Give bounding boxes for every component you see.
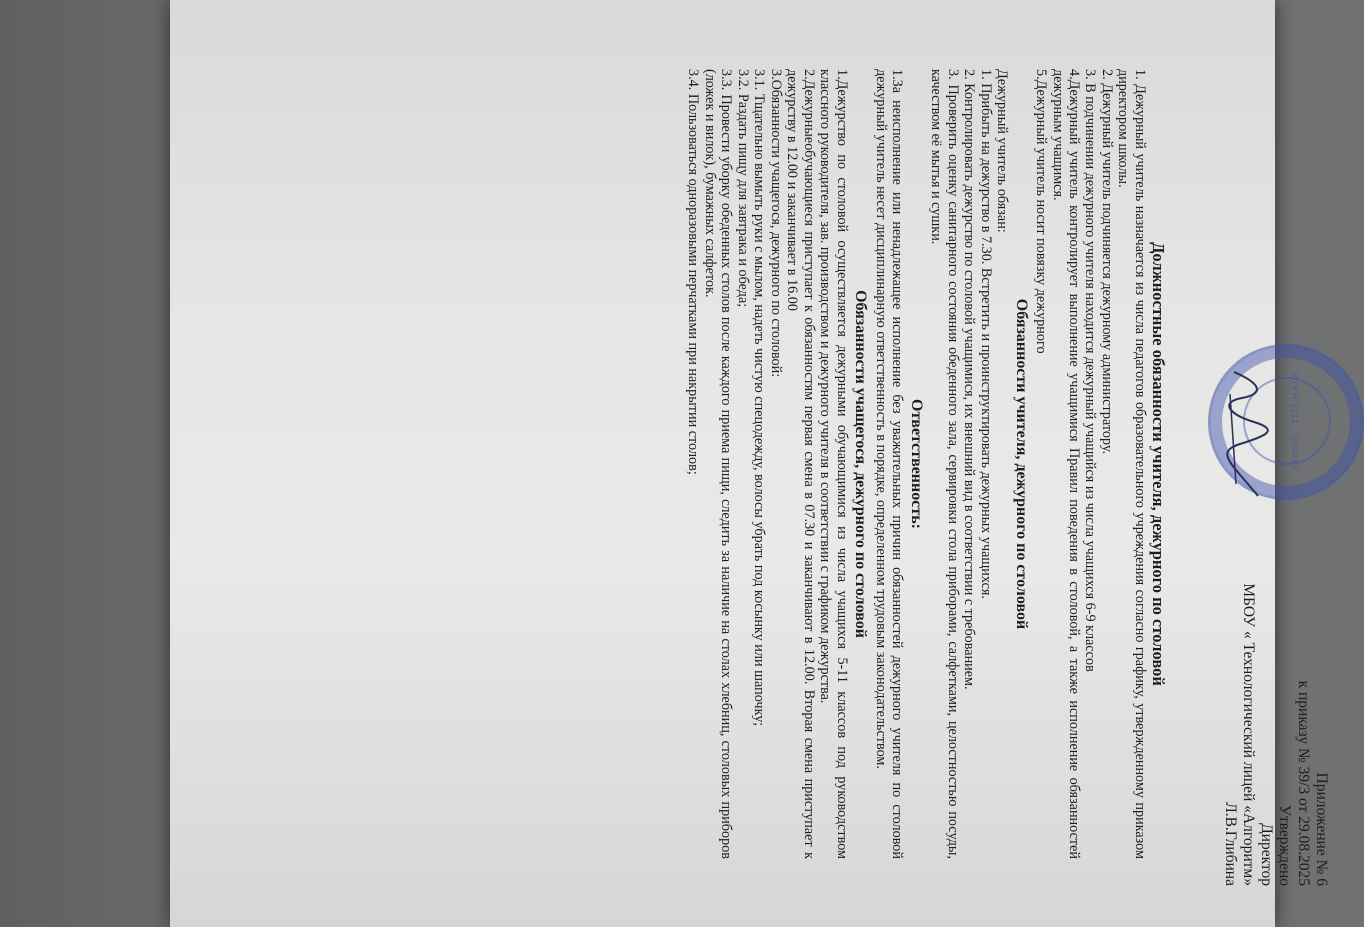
- student-item-3: 3.Обязанности учащегося, дежурного по столовой:: [767, 69, 784, 378]
- duty-item-2: 2. Контролировать дежурство по столовой учащимися, их внешний вид в соответствии с требованием.: [961, 69, 978, 690]
- document-body: [685, 69, 1170, 859]
- paper-sheet: [170, 0, 1330, 927]
- intro-item-4: 4.Дежурный учитель контролирует выполнение учащимися Правил поведения в столовой, а также исполнение обязанностей дежурным учащимся.: [1049, 69, 1082, 859]
- responsibility-title: Ответственность:: [907, 399, 925, 529]
- student-item-6: 3.3. Провести уборку обеденных столов после каждого приема пищи, следить за наличие на столах хлебниц, столовых приборов (ложек и вилок), бумажных салфеток.: [701, 69, 735, 859]
- signature-icon: [1222, 364, 1272, 504]
- duty-item-1: 1. Прибыть на дежурство в 7.30. Встретить и проинструктировать дежурных учащихся.: [977, 69, 994, 599]
- intro-item-1: 1. Дежурный учитель назначается из числа педагогов образовательного учреждения согласно графику, утвержденному приказом директором школы.: [1115, 69, 1148, 859]
- student-item-5: 3.2. Раздать пищу для завтрака и обеда;: [734, 69, 751, 308]
- student-item-7: 3.4. Пользоваться одноразовыми перчатками при накрытии столов;: [685, 69, 702, 475]
- student-item-2: 2.Дежурныеобучающиеся приступает к обязанностям первая смена в 07.30 и заканчивают в 12.00. Вторая смена приступает к дежурству в 12.00 и заканчивает в 16.00: [784, 69, 817, 859]
- school-name: МБОУ « Технологический лицей «Алгоритм»: [1239, 583, 1257, 886]
- order-reference: к приказу № 39/3 от 29.08.2025: [1294, 680, 1312, 886]
- duty-item-3: 3. Проверить оценку санитарного состояния обеденного зала, сервировки стола приборами, салфетками, целостностью посуды, качеством её мытья и сушки.: [928, 69, 961, 859]
- student-item-1: 1.Дежурство по столовой осуществляется дежурными обучающимися из числа учащихся 5-11 классов под руководством классного руководителя, зав. производством и дежурного учителя в соответствии с графиком дежурства.: [817, 69, 850, 859]
- duties-intro: Дежурный учитель обязан:: [994, 69, 1011, 233]
- director-label: Директор: [1258, 823, 1276, 886]
- students-title: Обязанности учащегося, дежурного по столовой: [852, 290, 870, 638]
- duties-title: Обязанности учителя, дежурного по столовой: [1012, 298, 1030, 630]
- director-name: Л.В.Глибина: [1221, 802, 1239, 886]
- document-page: [270, 14, 1350, 914]
- document-title: Должностные обязанности учителя, дежурного по столовой: [1149, 242, 1168, 686]
- appendix-label: Приложение № 6: [1313, 772, 1330, 886]
- intro-item-5: 5.Дежурный учитель носит повязку дежурного: [1033, 69, 1050, 354]
- intro-item-3: 3. В подчинении дежурного учителя находится дежурный учащийся из числа учащихся 6-9 классов: [1082, 69, 1099, 672]
- intro-item-2: 2. Дежурный учитель подчиняется дежурному администратору.: [1098, 69, 1115, 455]
- student-item-4: 3.1. Тщательно вымыть руки с мылом, надеть чистую спецодежду, волосы убрать под косынку или шапочку;: [751, 69, 768, 727]
- approved-label: Утверждено: [1276, 804, 1294, 886]
- responsibility-text: 1.За неисполнение или ненадлежащее исполнение без уважительных причин обязанностей дежурного учителя по столовой дежурный учитель несет дисциплинарную ответственность в порядке, определенном трудовым законодательством.: [872, 69, 906, 859]
- stamp-text: ОГРН 1211... 000243: [1290, 374, 1299, 470]
